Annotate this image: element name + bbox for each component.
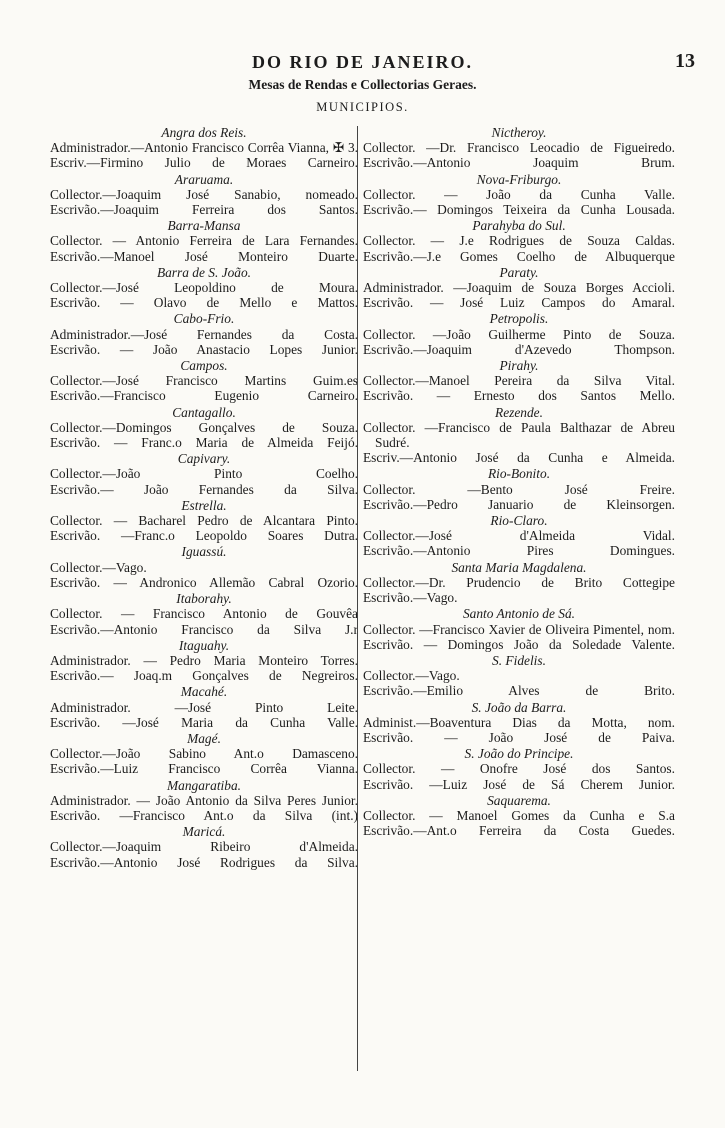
municipality-name: Santo Antonio de Sá. — [462, 606, 576, 622]
official-entry: Escrivão.—Antonio Pires Domingues. — [363, 543, 675, 559]
municipality-block — [363, 358, 675, 404]
official-entry: Collector.—Manoel Pereira da Silva Vital. — [363, 373, 675, 389]
municipality-name: Nictheroy. — [491, 125, 547, 140]
municipality-name: Santa Maria Magdalena. — [451, 559, 587, 575]
municipality-name: Rio-Bonito. — [487, 466, 551, 482]
official-entry: Collector.—Joaquim Ribeiro d'Almeida. — [50, 839, 358, 855]
official-entry: Collector. —João Guilherme Pinto de Souza. — [363, 326, 675, 342]
official-entry: Administrador.—José Fernandes da Costa. — [50, 326, 358, 342]
municipality-name: Capivary. — [177, 451, 231, 467]
municipality-block — [50, 731, 358, 777]
official-entry: Escrivão.—Francisco Eugenio Carneiro. — [50, 388, 358, 404]
official-entry: Administrador. — Pedro Maria Monteiro Torres. — [50, 652, 358, 668]
column-divider — [357, 126, 358, 1071]
municipality-block — [50, 311, 358, 357]
municipality-name: Barra de S. João. — [156, 264, 252, 280]
municipality-block — [363, 793, 675, 839]
municipality-block — [363, 513, 675, 559]
municipality-name: S. João do Principe. — [464, 746, 574, 762]
official-entry: Escrivão.—Joaquim Ferreira dos Santos. — [50, 202, 358, 218]
municipality-name: Paraty. — [499, 264, 539, 280]
official-entry: Escrivão. — João Anastacio Lopes Junior. — [50, 341, 358, 357]
official-entry: Collector.—João Pinto Coelho. — [50, 466, 358, 482]
official-entry: Collector. — Manoel Gomes da Cunha e S.a — [363, 807, 675, 823]
municipality-name: S. Fidelis. — [492, 652, 546, 668]
official-entry: Collector. —Dr. Francisco Leocadio de Figueiredo. — [363, 140, 675, 156]
municipality-name: Araruama. — [174, 171, 234, 187]
official-entry: Escrivão.—Antonio Joaquim Brum. — [363, 155, 675, 171]
municipality-name: Saquarema. — [487, 792, 551, 808]
municipality-block — [50, 591, 358, 637]
official-entry: Escrivão.—Joaquim d'Azevedo Thompson. — [363, 341, 675, 357]
municipality-block — [363, 466, 675, 512]
left-column — [50, 124, 358, 870]
municipality-name: Parahyba do Sul. — [472, 218, 566, 234]
municipality-block — [50, 125, 358, 171]
official-entry: Administ.—Boaventura Dias da Motta, nom. — [363, 714, 675, 730]
municipality-name: Iguassú. — [181, 544, 227, 560]
official-entry: Escrivão. — João José de Paiva. — [363, 729, 675, 745]
municipality-name: Macahé. — [180, 684, 228, 700]
official-entry: Escrivão. — José Luiz Campos do Amaral. — [363, 295, 675, 311]
official-entry: Collector. —Francisco de Paula Balthazar de Abreu Sudré. — [363, 419, 675, 451]
official-entry: Collector. — João da Cunha Valle. — [363, 186, 675, 202]
official-entry: Collector.—Dr. Prudencio de Brito Cottegipe — [363, 574, 675, 590]
official-entry: Escrivão.—Antonio Francisco da Silva J.r — [50, 621, 358, 637]
official-entry: Escrivão.—Emilio Alves de Brito. — [363, 683, 675, 699]
municipality-block — [50, 451, 358, 497]
municipality-name: Angra dos Reis. — [161, 125, 247, 140]
official-entry: Collector. — Bacharel Pedro de Alcantara Pinto. — [50, 513, 358, 529]
municipality-block — [50, 218, 358, 264]
official-entry: Administrador. — João Antonio da Silva Peres Junior. — [50, 792, 358, 808]
municipality-block — [363, 700, 675, 746]
municipality-block — [363, 653, 675, 699]
municipality-block — [50, 638, 358, 684]
municipality-block — [50, 405, 358, 451]
official-entry: Escriv.—Antonio José da Cunha e Almeida. — [363, 450, 675, 466]
municipality-name: Itaborahy. — [176, 591, 232, 607]
official-entry: Collector. — J.e Rodrigues de Souza Caldas. — [363, 233, 675, 249]
official-entry: Escrivão.—Manoel José Monteiro Duarte. — [50, 248, 358, 264]
municipality-block — [363, 265, 675, 311]
municipality-name: Cantagallo. — [172, 404, 236, 420]
official-entry: Escrivão. — Franc.o Maria de Almeida Feijó. — [50, 435, 358, 451]
municipality-name: Maricá. — [182, 824, 226, 840]
official-entry: Administrador.—Antonio Francisco Corrêa Vianna, ✠ 3. — [50, 140, 358, 156]
municipality-block — [363, 172, 675, 218]
official-entry: Escrivão.—J.e Gomes Coelho de Albuquerque — [363, 248, 675, 264]
municipality-name: Barra-Mansa — [167, 218, 241, 234]
official-entry: Collector. — Antonio Ferreira de Lara Fernandes. — [50, 233, 358, 249]
subtitle: Mesas de Rendas e Collectorias Geraes. — [248, 77, 477, 92]
section-heading: MUNICIPIOS. — [316, 100, 409, 114]
official-entry: Escrivão. —Luiz José de Sá Cherem Junior. — [363, 776, 675, 792]
official-entry: Collector.—Vago. — [50, 559, 147, 575]
page-number: 13 — [675, 50, 695, 72]
municipality-block — [363, 218, 675, 264]
official-entry: Escrivão. — Ernesto dos Santos Mello. — [363, 388, 675, 404]
official-entry: Administrador. —Joaquim de Souza Borges Accioli. — [363, 280, 675, 296]
municipality-block — [363, 311, 675, 357]
official-entry: Collector.—José d'Almeida Vidal. — [363, 528, 675, 544]
municipality-block — [50, 544, 358, 590]
official-entry: Collector.—Domingos Gonçalves de Souza. — [50, 419, 358, 435]
official-entry: Escrivão.—Luiz Francisco Corrêa Vianna. — [50, 761, 358, 777]
official-entry: Collector.—José Francisco Martins Guim.es — [50, 373, 358, 389]
official-entry: Escrivão.—Vago. — [363, 590, 458, 606]
municipality-name: Pirahy. — [499, 358, 539, 374]
municipality-block — [50, 778, 358, 824]
official-entry: Escrivão.—Pedro Januario de Kleinsorgen. — [363, 496, 675, 512]
municipality-block — [50, 358, 358, 404]
running-title: DO RIO DE JANEIRO. — [251, 52, 474, 72]
municipality-block — [50, 824, 358, 870]
official-entry: Escrivão. — Andronico Allemão Cabral Ozorio. — [50, 574, 358, 590]
right-column — [363, 124, 675, 838]
official-entry: Escrivão.— João Fernandes da Silva. — [50, 481, 358, 497]
municipality-block — [363, 560, 675, 606]
official-entry: Collector. — Francisco Antonio de Gouvêa — [50, 606, 358, 622]
municipality-block — [50, 684, 358, 730]
official-entry: Collector. — Onofre José dos Santos. — [363, 761, 675, 777]
municipality-name: Estrella. — [181, 497, 227, 513]
municipality-name: S. João da Barra. — [471, 699, 567, 715]
municipality-name: Rezende. — [495, 404, 543, 420]
official-entry: Escrivão.— Joaq.m Gonçalves de Negreiros. — [50, 668, 358, 684]
municipality-name: Itaguahy. — [178, 637, 230, 653]
municipality-name: Petropolis. — [489, 311, 549, 327]
municipality-name: Nova-Friburgo. — [476, 171, 562, 187]
municipality-block — [363, 125, 675, 171]
official-entry: Collector.—Vago. — [363, 668, 460, 684]
official-entry: Escrivão. —José Maria da Cunha Valle. — [50, 714, 358, 730]
official-entry: Escrivão. — Olavo de Mello e Mattos. — [50, 295, 358, 311]
official-entry: Collector. —Bento José Freire. — [363, 481, 675, 497]
official-entry: Escrivão.—Antonio José Rodrigues da Silva. — [50, 854, 358, 870]
municipality-block — [50, 498, 358, 544]
municipality-block — [363, 405, 675, 466]
municipality-block — [363, 746, 675, 792]
official-entry: Collector. —Francisco Xavier de Oliveira Pimentel, nom. — [363, 621, 675, 637]
official-entry: Collector.—Joaquim José Sanabio, nomeado. — [50, 186, 358, 202]
official-entry: Administrador. —José Pinto Leite. — [50, 699, 358, 715]
municipality-name: Rio-Claro. — [490, 513, 548, 529]
official-entry: Escriv.—Firmino Julio de Moraes Carneiro. — [50, 155, 358, 171]
official-entry: Escrivão. —Francisco Ant.o da Silva (int.) — [50, 807, 358, 823]
municipality-block — [50, 265, 358, 311]
municipality-name: Magé. — [187, 730, 221, 746]
official-entry: Collector.—José Leopoldino de Moura. — [50, 280, 358, 296]
official-entry: Escrivão. —Franc.o Leopoldo Soares Dutra. — [50, 528, 358, 544]
municipality-name: Cabo-Frio. — [173, 311, 235, 327]
official-entry: Collector.—João Sabino Ant.o Damasceno. — [50, 746, 358, 762]
municipality-block — [363, 606, 675, 652]
municipality-block — [50, 172, 358, 218]
official-entry: Escrivão. — Domingos João da Soledade Valente. — [363, 636, 675, 652]
municipality-name: Mangaratiba. — [166, 777, 242, 793]
official-entry: Escrivão.—Ant.o Ferreira da Costa Guedes. — [363, 823, 675, 839]
official-entry: Escrivão.— Domingos Teixeira da Cunha Lousada. — [363, 202, 675, 218]
municipality-name: Campos. — [180, 358, 228, 374]
